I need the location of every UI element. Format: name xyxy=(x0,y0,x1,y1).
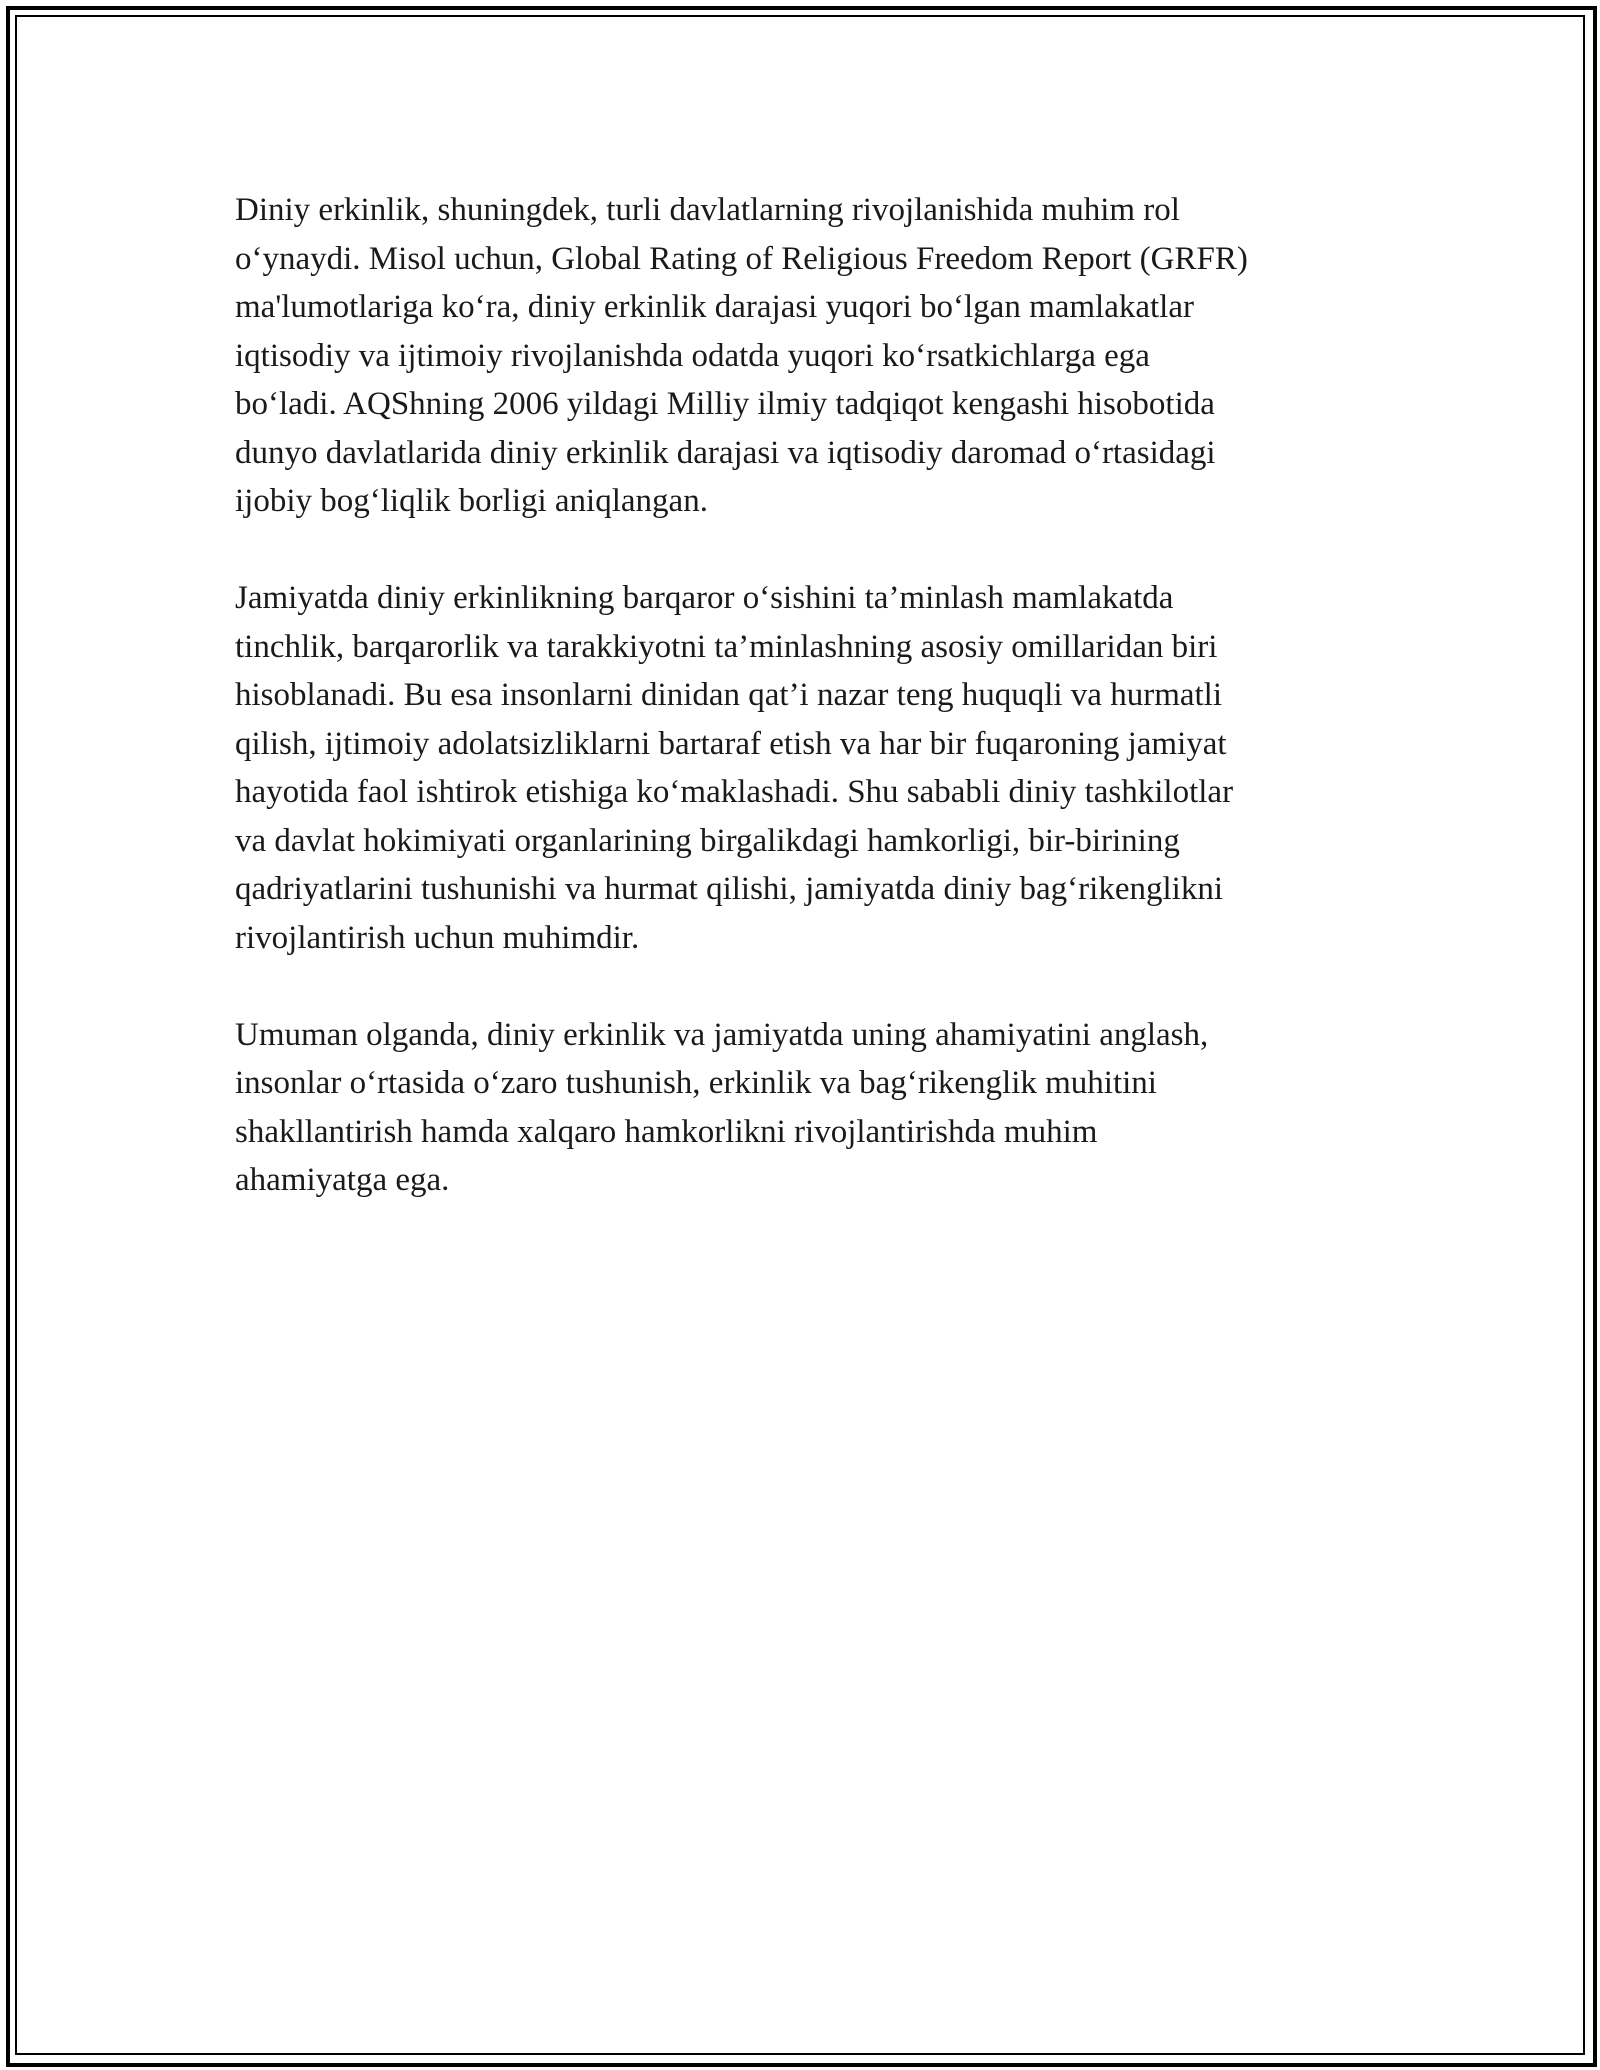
paragraph-line: Jamiyatda diniy erkinlikning barqaror o‘sishini ta’minlash mamlakatda xyxy=(235,580,1174,616)
paragraph-line: insonlar o‘rtasida o‘zaro tushunish, erkinlik va bag‘rikenglik muhitini xyxy=(235,1065,1157,1101)
paragraph-line: bo‘ladi. AQShning 2006 yildagi Milliy ilmiy tadqiqot kengashi hisobotida xyxy=(235,386,1215,422)
paragraph-line: Diniy erkinlik, shuningdek, turli davlatlarning rivojlanishida muhim rol xyxy=(235,192,1180,228)
paragraph-line: o‘ynaydi. Misol uchun, Global Rating of Religious Freedom Report (GRFR) xyxy=(235,240,1248,277)
paragraph-1 xyxy=(235,186,1385,526)
paragraph-line: hayotida faol ishtirok etishiga ko‘maklashadi. Shu sababli diniy tashkilotlar xyxy=(235,774,1234,810)
paragraph-line: qadriyatlarini tushunishi va hurmat qilishi, jamiyatda diniy bag‘rikenglikni xyxy=(235,871,1223,907)
paragraph-line: ma'lumotlariga ko‘ra, diniy erkinlik darajasi yuqori bo‘lgan mamlakatlar xyxy=(235,289,1194,325)
paragraph-line: rivojlantirish uchun muhimdir. xyxy=(235,919,640,956)
paragraph-line: shakllantirish hamda xalqaro hamkorlikni rivojlantirishda muhim xyxy=(235,1113,1098,1150)
paragraph-line: Umuman olganda, diniy erkinlik va jamiyatda uning ahamiyatini anglash, xyxy=(235,1016,1209,1053)
paragraph-3 xyxy=(235,1011,1385,1205)
paragraph-line: hisoblanadi. Bu esa insonlarni dinidan qat’i nazar teng huquqli va hurmatli xyxy=(235,677,1223,713)
paragraph-line: ahamiyatga ega. xyxy=(235,1162,450,1198)
paragraph-line: ijobiy bog‘liqlik borligi aniqlangan. xyxy=(235,483,708,519)
paragraph-line: iqtisodiy va ijtimoiy rivojlanishda odatda yuqori ko‘rsatkichlarga ega xyxy=(235,337,1150,374)
paragraph-2 xyxy=(235,574,1385,962)
paragraph-line: tinchlik, barqarorlik va tarakkiyotni ta’minlashning asosiy omillaridan biri xyxy=(235,628,1218,665)
paragraph-line: dunyo davlatlarida diniy erkinlik darajasi va iqtisodiy daromad o‘rtasidagi xyxy=(235,434,1216,471)
paragraph-line: va davlat hokimiyati organlarining birgalikdagi hamkorligi, bir-birining xyxy=(235,822,1180,859)
document-body xyxy=(235,186,1385,1253)
paragraph-line: qilish, ijtimoiy adolatsizliklarni bartaraf etish va har bir fuqaroning jamiyat xyxy=(235,725,1227,762)
